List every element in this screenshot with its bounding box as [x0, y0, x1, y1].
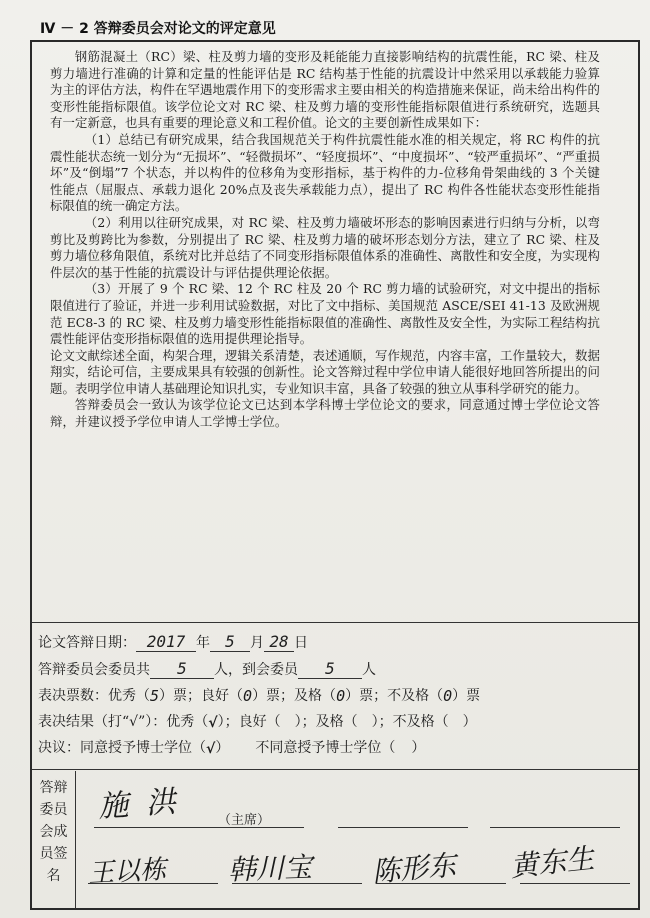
- members-total-value: 5: [150, 660, 214, 679]
- year-unit: 年: [196, 635, 210, 651]
- paragraph: 答辩委员会一致认为该学位论文已达到本学科博士学位论文的要求，同意通过博士学位论文答辩，并建议授予学位申请人工学博士学位。: [50, 397, 600, 430]
- divider: [32, 769, 638, 770]
- paragraph: 钢筋混凝土（RC）梁、柱及剪力墙的变形及耗能能力直接影响结构的抗震性能，RC 梁、柱及剪力墙进行准确的计算和定量的性能评估是 RC 结构基于性能的抗震设计中然采用以承载能力验算为主的评估方法，构件在罕遇地震作用下的变形需求主要由相关的构造措施来保证，尚未给出构件的变形性能指标限值。该学位论文对 RC 梁、柱及剪力墙的变形性能指标限值进行系统研究，选题具有一定新意，也具有重要的理论意义和工程价值。论文的主要创新性成果如下：: [50, 49, 600, 131]
- month-value: 5: [210, 633, 250, 652]
- result-excellent-checkmark: √: [208, 715, 218, 731]
- votes-label: 表决票数：优秀（: [38, 688, 150, 704]
- votes-fail-value: 0: [443, 687, 453, 705]
- year-value: 2017: [136, 633, 196, 652]
- signature-line: [94, 827, 304, 828]
- resolution-disagree-label: 不同意授予博士学位（: [255, 740, 396, 756]
- resolution-disagree-end: ）: [411, 740, 426, 756]
- votes-pass-label: ）票；及格（: [252, 688, 337, 704]
- signature-line: [338, 827, 468, 828]
- votes-good-label: ）票；良好（: [159, 688, 244, 704]
- day-value: 28: [264, 633, 294, 652]
- resolution-agree-end: ）: [215, 740, 230, 756]
- section-title: Ⅳ － 2 答辩委员会对论文的评定意见: [40, 21, 276, 37]
- signature-line: [88, 883, 218, 884]
- signature-line: [232, 883, 362, 884]
- committee-members-row: [38, 659, 376, 679]
- paragraph: 论文文献综述全面，构架合理，逻辑关系清楚，表述通顺，写作规范，内容丰富，工作量较大，数据翔实，结论可信，主要成果具有较强的创新性。论文答辩过程中学位申请人能很好地回答所提出的问题。表明学位申请人基础理论知识扎实，专业知识丰富，具备了较强的独立从事科学研究的能力。: [50, 347, 600, 396]
- votes-excellent-value: 5: [150, 687, 160, 705]
- members-present-unit: 人: [362, 662, 376, 678]
- votes-fail-label: ）票；不及格（: [345, 688, 444, 704]
- resolution-row: [38, 737, 425, 757]
- vote-count-row: [38, 685, 480, 705]
- signature-line: [376, 883, 506, 884]
- result-label: 表决结果（打“√”）：优秀（: [38, 714, 209, 730]
- day-unit: 日: [294, 635, 308, 651]
- members-label: 答辩委员会委员共: [38, 662, 150, 678]
- paragraph: （2）利用以往研究成果，对 RC 梁、柱及剪力墙破坏形态的影响因素进行归纳与分析，以弯剪比及剪跨比为参数，分别提出了 RC 梁、柱及剪力墙的破坏形态划分方法，建立了 RC 梁、柱及剪力墙位移角限值，系统对比并总结了不同变形指标限值体系的准确性、离散性和安全度，为实现构件层次的基于性能的抗震设计与评估提供理论依据。: [50, 214, 600, 280]
- votes-pass-value: 0: [336, 687, 346, 705]
- paragraph: （3）开展了 9 个 RC 梁、12 个 RC 柱及 20 个 RC 剪力墙的试验研究，对文中提出的指标限值进行了验证，并进一步利用试验数据，对比了文中指标、美国规范 ASCE/SEI 41-13 及欧洲规范 EC8-3 的 RC 梁、柱及剪力墙变形性能指标限值的准确性、离散性及安全性，为实际工程结构抗震性能评估变形指标限值的选用提供理论指导。: [50, 281, 600, 347]
- paragraph: （1）总结已有研究成果，结合我国规范关于构件抗震性能水准的相关规定，将 RC 构件的抗震性能状态统一划分为“无损坏”、“轻微损坏”、“轻度损坏”、“中度损坏”、“较严重损坏”、“严重损坏”及“倒塌”7 个状态，并以构件的位移角为变形指标，基于构件的力-位移角骨架曲线的 3 个关键性能点（屈服点、承载力退化 20%点及丧失承载能力点），提出了 RC 构件各性能状态变形性能指标限值的统一确定方法。: [50, 131, 600, 214]
- member-signature: 陈形东: [370, 848, 458, 889]
- defense-date-row: [38, 632, 308, 652]
- member-signature: 韩川宝: [227, 850, 313, 887]
- result-good-label: ）；良好（: [217, 714, 281, 730]
- signature-section-label: 答辩 委员 会成 员签 名: [32, 771, 76, 908]
- resolution-label: 决议：: [38, 740, 80, 756]
- member-signature: 王以栋: [87, 854, 167, 890]
- resolution-agree-checkmark: √: [206, 741, 216, 757]
- month-unit: 月: [250, 635, 264, 651]
- evaluation-text: [50, 49, 600, 431]
- signature-line: [490, 827, 620, 828]
- member-signature: 黄东生: [508, 841, 596, 884]
- signature-section: [32, 771, 638, 908]
- resolution-agree-label: 同意授予博士学位（: [80, 740, 206, 756]
- members-present-label: 人，到会委员: [214, 662, 298, 678]
- members-present-value: 5: [298, 660, 362, 679]
- chair-signature: 施 洪: [97, 784, 181, 825]
- chair-note: （主席）: [218, 813, 271, 828]
- signature-line: [520, 883, 630, 884]
- result-fail-label: ）；不及格（: [371, 714, 449, 730]
- date-label: 论文答辩日期：: [38, 635, 136, 651]
- divider: [32, 622, 638, 623]
- result-pass-label: ）；及格（: [294, 714, 358, 730]
- result-end: ）: [462, 714, 477, 730]
- votes-good-value: 0: [243, 687, 253, 705]
- votes-end: ）票: [452, 688, 481, 704]
- vote-result-row: [38, 711, 477, 731]
